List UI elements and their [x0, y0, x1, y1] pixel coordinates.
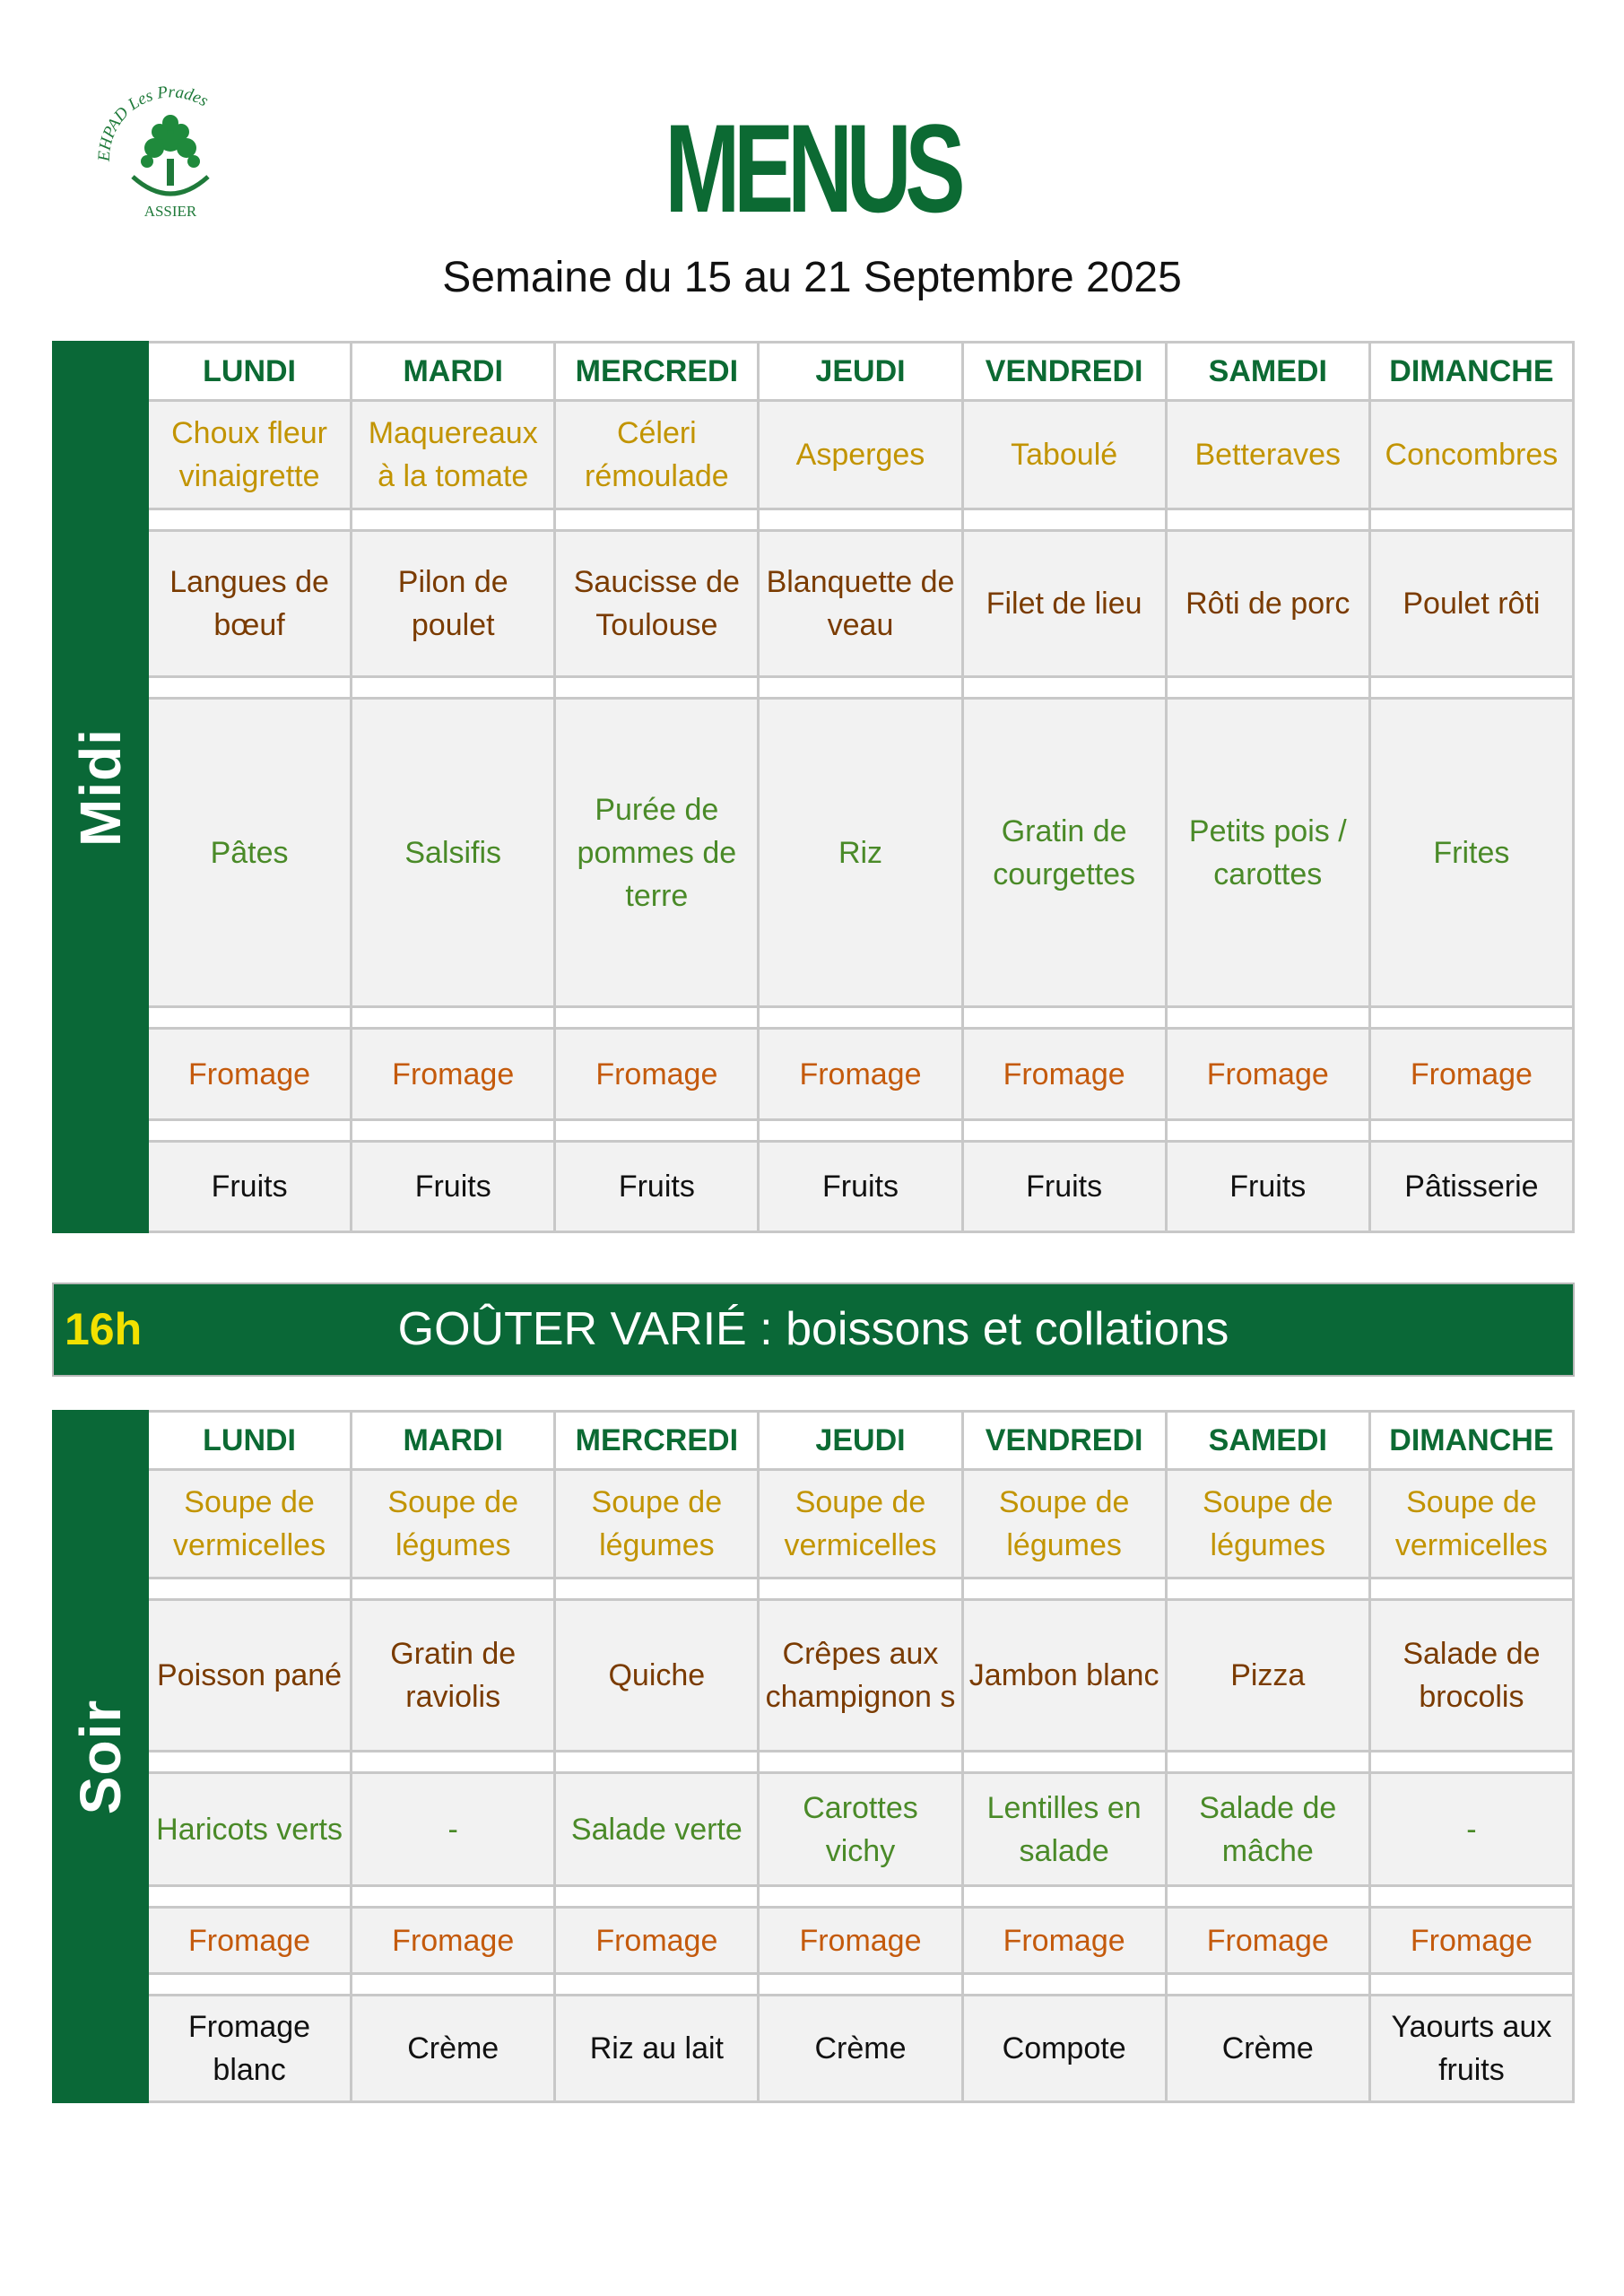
menu-cell: Riz au lait [556, 1996, 760, 2100]
menu-cell: Petits pois / carottes [1168, 700, 1371, 1005]
soir-grid [149, 1410, 1575, 2103]
page-title: MENUS [664, 98, 960, 239]
menu-cell: Betteraves [1168, 402, 1371, 508]
menu-cell: Soupe de légumes [556, 1471, 760, 1577]
row-spacer [149, 1579, 1575, 1601]
menu-cell: Soupe de vermicelles [1371, 1471, 1575, 1577]
midi-legume-row [149, 700, 1575, 1008]
menu-cell: Fromage [1371, 1909, 1575, 1972]
menu-cell: Pilon de poulet [352, 532, 556, 675]
gouter-label: GOÛTER VARIÉ : boissons et collations [397, 1303, 1229, 1355]
midi-day-header-row [149, 341, 1575, 402]
menu-cell: Haricots verts [149, 1774, 352, 1884]
menu-cell: Salsifis [352, 700, 556, 1005]
logo-top-text: EHPAD Les Prades [94, 83, 212, 162]
menu-cell: Fruits [149, 1143, 352, 1231]
menu-cell: Fromage [149, 1909, 352, 1972]
menu-cell: Fruits [964, 1143, 1168, 1231]
soir-label: Soir [68, 1699, 133, 1814]
row-spacer [149, 678, 1575, 700]
menu-cell: Soupe de vermicelles [149, 1471, 352, 1577]
midi-dessert-row [149, 1143, 1575, 1233]
midi-fromage-row [149, 1030, 1575, 1121]
logo-bottom-text: ASSIER [143, 203, 197, 220]
day-header: MERCREDI [556, 1413, 760, 1468]
menu-cell: Saucisse de Toulouse [556, 532, 760, 675]
menu-cell: Salade verte [556, 1774, 760, 1884]
day-header: LUNDI [149, 344, 352, 399]
gouter-time: 16h [65, 1304, 143, 1354]
row-spacer [149, 1752, 1575, 1774]
menu-cell: Soupe de légumes [352, 1471, 556, 1577]
gouter-banner [52, 1283, 1575, 1377]
row-spacer [149, 1975, 1575, 1996]
row-spacer [149, 1121, 1575, 1143]
day-header: SAMEDI [1168, 344, 1371, 399]
midi-entree-row [149, 402, 1575, 510]
menu-cell: Blanquette de veau [760, 532, 963, 675]
menu-cell: Céleri rémoulade [556, 402, 760, 508]
menu-cell: Fruits [556, 1143, 760, 1231]
menu-cell: Taboulé [964, 402, 1168, 508]
menu-cell: Pizza [1168, 1601, 1371, 1750]
menu-cell: Poulet rôti [1371, 532, 1575, 675]
day-header: DIMANCHE [1371, 344, 1575, 399]
menu-cell: Compote [964, 1996, 1168, 2100]
menu-cell: Pâtisserie [1371, 1143, 1575, 1231]
soir-section [52, 1410, 1575, 2103]
menu-cell: Soupe de légumes [1168, 1471, 1371, 1577]
day-header: DIMANCHE [1371, 1413, 1575, 1468]
menu-cell: Frites [1371, 700, 1575, 1005]
menu-cell: Fromage [352, 1030, 556, 1118]
menu-cell: Lentilles en salade [964, 1774, 1168, 1884]
menu-cell: Fromage [352, 1909, 556, 1972]
menu-cell: Fruits [352, 1143, 556, 1231]
soir-fromage-row [149, 1909, 1575, 1975]
menu-cell: Soupe de légumes [964, 1471, 1168, 1577]
midi-label-bar [52, 341, 149, 1233]
menu-cell: Choux fleur vinaigrette [149, 402, 352, 508]
menu-cell: Rôti de porc [1168, 532, 1371, 675]
menu-cell: Fromage blanc [149, 1996, 352, 2100]
day-header: VENDREDI [964, 344, 1168, 399]
soir-plat-row [149, 1601, 1575, 1752]
menu-cell: Fromage [1168, 1030, 1371, 1118]
menu-cell: Concombres [1371, 402, 1575, 508]
menu-cell: Crème [760, 1996, 963, 2100]
menu-cell: Asperges [760, 402, 963, 508]
menu-cell: Fromage [1168, 1909, 1371, 1972]
menu-cell: Fromage [964, 1030, 1168, 1118]
menu-cell: Carottes vichy [760, 1774, 963, 1884]
day-header: MARDI [352, 344, 556, 399]
menu-cell: Salade de mâche [1168, 1774, 1371, 1884]
menu-cell: Fromage [556, 1030, 760, 1118]
soir-legume-row [149, 1774, 1575, 1887]
midi-label: Midi [68, 727, 133, 847]
soir-dessert-row [149, 1996, 1575, 2103]
tree-icon [141, 115, 200, 186]
day-header: LUNDI [149, 1413, 352, 1468]
menu-cell: Fromage [964, 1909, 1168, 1972]
soir-soupe-row [149, 1471, 1575, 1579]
row-spacer [149, 1008, 1575, 1030]
day-header: JEUDI [760, 344, 963, 399]
menu-cell: Jambon blanc [964, 1601, 1168, 1750]
menu-cell: Quiche [556, 1601, 760, 1750]
menu-cell: Purée de pommes de terre [556, 700, 760, 1005]
menu-cell: Crème [352, 1996, 556, 2100]
week-subtitle: Semaine du 15 au 21 Septembre 2025 [442, 254, 1182, 301]
midi-grid [149, 341, 1575, 1233]
menu-cell: Fruits [1168, 1143, 1371, 1231]
day-header: VENDREDI [964, 1413, 1168, 1468]
menu-cell: Maquereaux à la tomate [352, 402, 556, 508]
menu-cell: Poisson pané [149, 1601, 352, 1750]
menu-cell: Crème [1168, 1996, 1371, 2100]
soir-label-bar [52, 1410, 149, 2103]
menu-cell: Pâtes [149, 700, 352, 1005]
day-header: SAMEDI [1168, 1413, 1371, 1468]
menu-cell: Riz [760, 700, 963, 1005]
menu-cell: Yaourts aux fruits [1371, 1996, 1575, 2100]
menu-cell: Soupe de vermicelles [760, 1471, 963, 1577]
menu-cell: Filet de lieu [964, 532, 1168, 675]
menu-cell: - [1371, 1774, 1575, 1884]
menu-cell: Gratin de courgettes [964, 700, 1168, 1005]
menu-cell: Langues de bœuf [149, 532, 352, 675]
row-spacer [149, 1887, 1575, 1909]
midi-plat-row [149, 532, 1575, 678]
row-spacer [149, 510, 1575, 532]
soir-day-header-row [149, 1410, 1575, 1471]
menu-cell: Fromage [1371, 1030, 1575, 1118]
menu-cell: - [352, 1774, 556, 1884]
menu-cell: Fromage [760, 1030, 963, 1118]
menu-cell: Fromage [556, 1909, 760, 1972]
menu-cell: Fruits [760, 1143, 963, 1231]
day-header: JEUDI [760, 1413, 963, 1468]
midi-section [52, 341, 1575, 1233]
menu-cell: Crêpes aux champignon s [760, 1601, 963, 1750]
day-header: MARDI [352, 1413, 556, 1468]
day-header: MERCREDI [556, 344, 760, 399]
menu-cell: Fromage [760, 1909, 963, 1972]
menu-cell: Fromage [149, 1030, 352, 1118]
menu-cell: Salade de brocolis [1371, 1601, 1575, 1750]
menu-cell: Gratin de raviolis [352, 1601, 556, 1750]
